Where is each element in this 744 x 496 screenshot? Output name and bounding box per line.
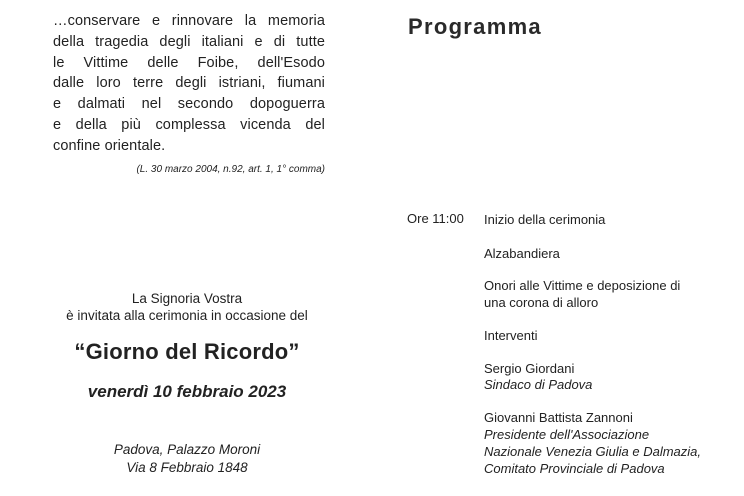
quote-line: e dalmati nel secondo dopoguerra [53,96,325,113]
quote-line: …conservare e rinnovare la memoria [53,13,325,29]
quote-line: dalle loro terre degli istriani, fiumani [53,75,325,92]
speaker-role: Comitato Provinciale di Padova [484,461,665,476]
programme-title: Programma [408,14,542,39]
speaker-role: Nazionale Venezia Giulia e Dalmazia, [484,444,702,459]
quote-line: della tragedia degli italiani e di tutte [53,33,325,50]
programme-time: Ore 11:00 [407,211,464,226]
venue-line-1: Padova, Palazzo Moroni [113,442,261,457]
programme-item: Onori alle Vittime e deposizione di [484,278,681,293]
programme-item: Inizio della cerimonia [484,212,606,227]
speaker-name: Giovanni Battista Zannoni [484,410,633,425]
speaker-role: Sindaco di Padova [484,377,593,392]
quote-line: confine orientale. [53,137,166,154]
event-date: venerdì 10 febbraio 2023 [87,382,287,401]
quote-block [53,11,325,157]
venue-line-2: Via 8 Febbraio 1848 [126,460,248,475]
invitation-line-2: è invitata alla cerimonia in occasione del [66,308,308,323]
law-citation: (L. 30 marzo 2004, n.92, art. 1, 1° comma) [136,164,325,175]
event-title: “Giorno del Ricordo” [74,339,300,364]
quote-line: e della più complessa vicenda del [53,116,325,133]
quote-line: le Vittime delle Foibe, dell'Esodo [53,54,325,71]
programme-item: una corona di alloro [484,295,599,310]
invitation-line-1: La Signoria Vostra [131,291,243,306]
speaker-role: Presidente dell'Associazione [484,427,650,442]
programme-item: Interventi [484,328,538,343]
programme-item: Alzabandiera [484,246,560,261]
speaker-name: Sergio Giordani [484,361,575,376]
